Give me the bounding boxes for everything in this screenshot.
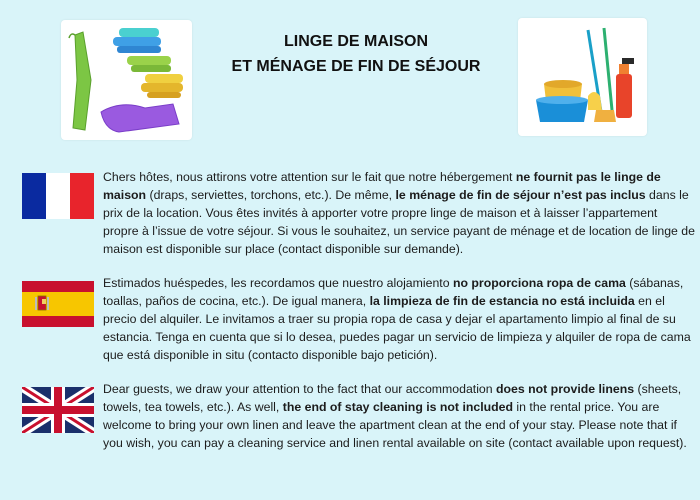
text-segment: en el precio del alquiler. Le invitamos a traer su propia ropa de casa y dejar el apartamento limpio al final de su estancia. Tenga en cuenta que si lo desea, puedes pagar un servicio de limpieza y alquiler de ropa de cama que está disponible in situ (contacto disponible bajo petición). [103,294,691,362]
text-segment-bold: does not provide linens [496,382,635,396]
paragraph-spanish [103,274,695,364]
paragraph-english [103,380,695,452]
linen-illustration [61,20,192,140]
france-flag-icon [22,173,94,219]
page-title-line1: LINGE DE MAISON [283,33,428,50]
page-title-line2: ET MÉNAGE DE FIN DE SÉJOUR [231,58,481,75]
text-segment: Chers hôtes, nous attirons votre attention sur le fait que notre hébergement [103,170,516,184]
paragraph-french [103,168,695,258]
text-segment: (sábanas, toallas, paños de cocina, etc.). De igual manera, [103,276,684,308]
text-segment-bold: ne fournit pas le linge de maison [103,170,661,202]
uk-flag-icon [22,387,94,433]
cleaning-illustration [518,18,647,136]
text-segment-bold: le ménage de fin de séjour n’est pas inclus [395,188,646,202]
text-segment: dans le prix de la location. Vous êtes invités à apporter votre propre linge de maison et à laisser l’appartement propre à l’issue de votre séjour. Si vous le souhaitez, un service payant de ménage et de location de linge de maison est disponible sur place (contact disponible sur demande). [103,188,695,256]
towels-icon [61,20,192,140]
cleaning-supplies-icon [518,18,647,136]
text-segment-bold: the end of stay cleaning is not included [282,400,514,414]
text-segment-bold: la limpieza de fin de estancia no está incluida [369,294,635,308]
text-segment: (draps, serviettes, torchons, etc.). De même, [146,188,396,202]
spain-flag-icon [22,281,94,327]
text-segment: Estimados huéspedes, les recordamos que nuestro alojamiento [103,276,453,290]
text-segment-bold: no proporciona ropa de cama [452,276,626,290]
text-segment: in the rental price. You are welcome to bring your own linen and leave the apartment clean at the end of your stay. Please note that if you wish, you can pay a cleaning service and linen rental available on site (contact available upon request). [103,400,687,450]
text-segment: Dear guests, we draw your attention to the fact that our accommodation [103,382,497,396]
text-segment: (sheets, towels, tea towels, etc.). As well, [103,382,682,414]
